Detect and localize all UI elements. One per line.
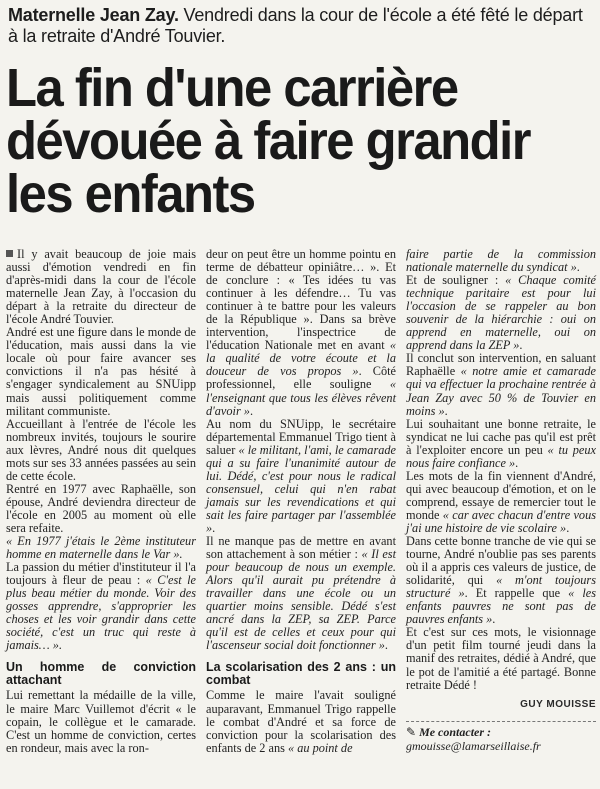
paragraph: Lui remettant la médaille de la ville, le maire Marc Vuillemot d'écrit « le copain, le collègue et le camarade. C'est un homme de conviction, certes en rondeur, mais avec la ron-: [6, 688, 196, 755]
paragraph: La passion du métier d'instituteur il l'a toujours à fleur de peau : « C'est le plus beau métier du monde. Voir des gosses apprendre, s'approprier les choses et les voir grandir dans cette société, c'est un truc qui reste à jamais… ».: [6, 560, 196, 653]
paragraph: André est une figure dans le monde de l'éducation, mais aussi dans la vie locale où pour faire avancer ses convictions il n'a pas hésité à s'engager syndicalement au SNUipp mais aussi politiquement comme militant communiste.: [6, 325, 196, 418]
paragraph: Il ne manque pas de mettre en avant son attachement à son métier : « Il est pour beaucoup de nous un exemple. Alors qu'il aurait pu prétendre à travailler dans une école ou un quartier moins sensible. Dédé s'est ancré dans la ZEP, sa ZEP. Parce qu'il est de celles et ceux pour qui l'ascenseur social doit fonctionner ».: [206, 534, 396, 653]
contact-email: gmouisse@lamarseillaise.fr: [406, 738, 541, 753]
paragraph: Au nom du SNUipp, le secrétaire départemental Emmanuel Trigo tient à saluer « le militant, l'ami, le camarade qui a su faire l'unanimité autour de lui. Dédé, c'est pour nous le radical consensuel, celui qui n'en rabat jamais sur les revendications et qui sait les faire partager par l'assemblée ».: [206, 416, 396, 535]
kicker-text: Vendredi dans la cour de l'école a été fêté le départ à la retraite d'André Touvier.: [8, 5, 583, 46]
headline: [6, 58, 561, 224]
contact-box: [406, 721, 596, 753]
paragraph: deur on peut être un homme pointu en terme de débatteur opiniâtre… ». Et de conclure : « Tes idées tu vas continuer à les défendre… Tu vas continuer à te battre pour les valeurs de la République ». Dans sa brève intervention, l'inspectrice de l'éducation Nationale met en avant « la qualité de votre écoute et la douceur de vos propos ». Côté professionnel, elle souligne « l'enseignant que tous les élèves rêvent d'avoir ».: [206, 247, 397, 418]
paragraph: Rentré en 1977 avec Raphaëlle, son épouse, André deviendra directeur de l'école en 2005 au moment où elle sera refaite.: [6, 481, 196, 535]
paragraph: Et de souligner : « Chaque comité technique paritaire est pour lui l'occasion de se rappeler au bon souvenir de la hiérarchie : oui on apprend en maternelle, oui on apprend dans la ZEP ».: [406, 273, 596, 353]
pen-icon: ✎: [406, 724, 417, 739]
paragraph: Il conclut son intervention, en saluant Raphaëlle « notre amie et camarade qui va effectuer la prochaine rentrée à Jean Zay avec 50 % de Touvier en moins ».: [406, 351, 596, 418]
column-2: [206, 248, 396, 755]
paragraph: Lui souhaitant une bonne retraite, le syndicat ne lui cache pas qu'il est prêt à l'exploiter encore un peu « tu peux nous faire confiance ».: [406, 416, 596, 470]
paragraph: Et c'est sur ces mots, le visionnage d'un petit film tourné jeudi dans la manif des retraites, dédié à André, que le pot de l'amitié a été partagé. Bonne retraite Dédé !: [406, 625, 596, 692]
paragraph: Comme le maire l'avait souligné auparavant, Emmanuel Trigo rappelle le combat d'André et sa force de conviction pour la scolarisation des enfants de 2 ans « au point de: [206, 688, 396, 755]
paragraph: Il y avait beaucoup de joie mais aussi d'émotion vendredi en fin d'après-midi dans la cour de l'école maternelle Jean Zay, à l'occasion du départ à la retraite du directeur de l'école André Touvier.: [6, 247, 196, 327]
author-signature: GUY MOUISSE: [520, 698, 596, 710]
paragraph: faire partie de la commission nationale maternelle du syndicat ».: [406, 247, 596, 275]
headline-line-3: les enfants: [6, 164, 255, 224]
kicker: [8, 5, 593, 47]
kicker-label: Maternelle Jean Zay.: [8, 5, 179, 25]
headline-line-2: dévouée à faire grandir: [6, 111, 530, 171]
headline-line-1: La fin d'une carrière: [6, 58, 458, 118]
paragraph: Dans cette bonne tranche de vie qui se tourne, André n'oublie pas ses parents où il a appris ces valeurs de justice, de solidarité, qui « m'ont toujours structuré ». Et rappelle que « les enfants pauvres ne sont pas de pauvres enfants ».: [406, 534, 596, 627]
paragraph: Les mots de la fin viennent d'André, qui avec beaucoup d'émotion, et on le comprend, essaye de remercier tout le monde « car avec chacun d'entre vous j'ai une histoire de vie scolaire ».: [406, 468, 596, 535]
subheading: Un homme de conviction attachant: [6, 660, 196, 688]
column-1: [6, 248, 196, 755]
bullet-square-icon: [6, 250, 13, 257]
column-3: [406, 248, 596, 753]
contact-label: Me contacter :: [419, 724, 492, 739]
paragraph: Accueillant à l'entrée de l'école les nombreux invités, toujours le sourire aux lèvres, André nous dit quelques mots sur ses 33 années passées au sein de cette école.: [6, 416, 196, 483]
quote: « En 1977 j'étais le 2ème instituteur homme en maternelle dans le Var ».: [6, 534, 196, 562]
article-body: [6, 248, 596, 788]
subheading: La scolarisation des 2 ans : un combat: [206, 660, 396, 688]
